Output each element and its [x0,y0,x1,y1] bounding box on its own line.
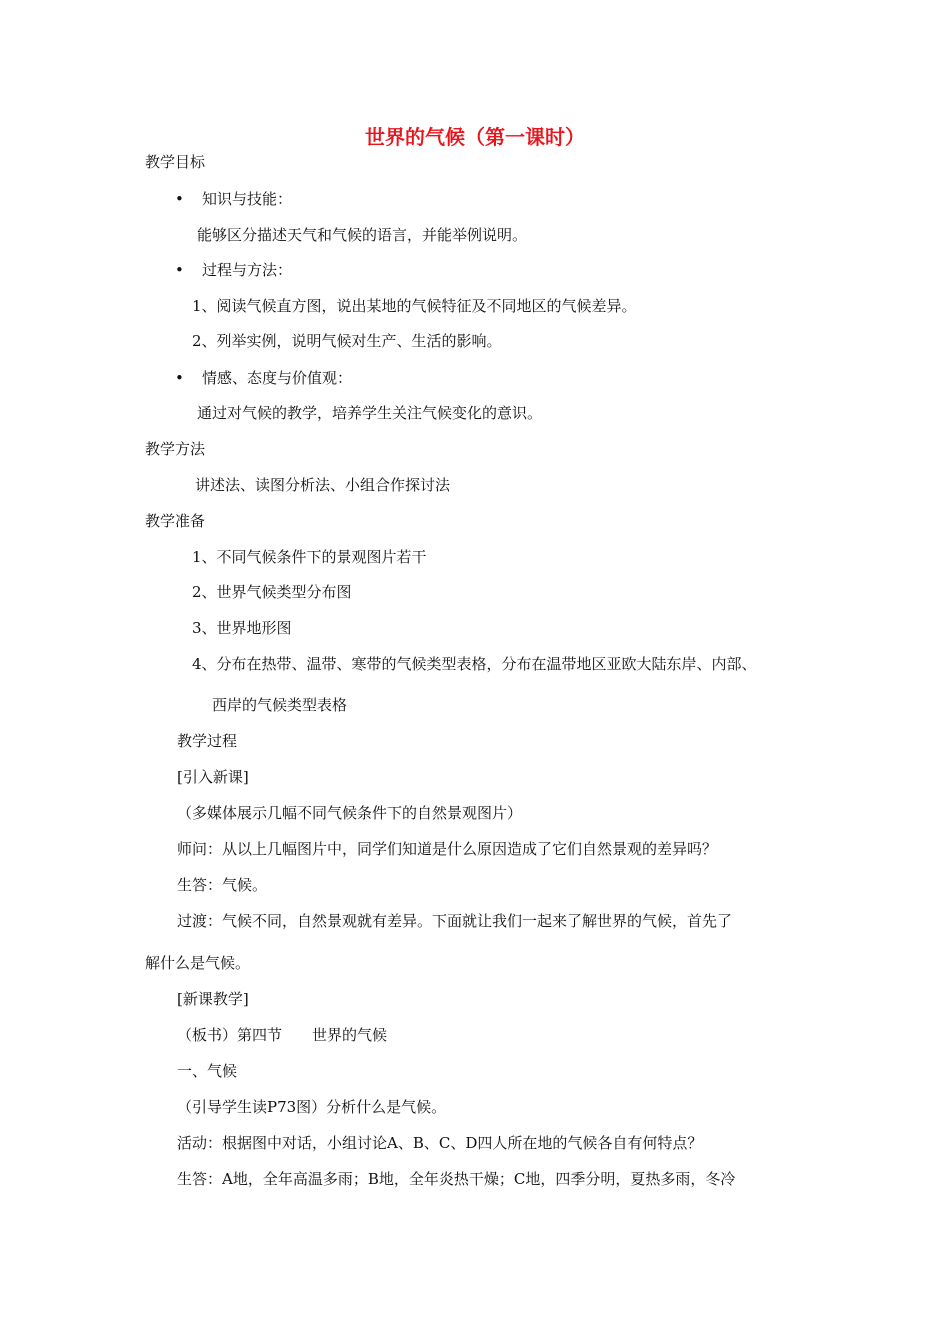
objective-text-process-1: 1、阅读气候直方图，说出某地的气候特征及不同地区的气候差异。 [192,297,637,315]
transition-text: 过渡：气候不同，自然景观就有差异。下面就让我们一起来了解世界的气候，首先了 [177,912,733,930]
transition-text-continued: 解什么是气候。 [145,954,251,972]
bullet-icon: • [175,261,184,279]
objective-text-knowledge: 能够区分描述天气和气候的语言，并能举例说明。 [197,226,528,244]
preparation-item: 4、分布在热带、温带、寒带的气候类型表格，分布在温带地区亚欧大陆东岸、内部、 [192,655,757,673]
process-heading: 教学过程 [177,732,238,750]
objectives-heading: 教学目标 [145,153,206,171]
activity-text: 活动：根据图中对话，小组讨论A、B、C、D四人所在地的气候各自有何特点？ [177,1134,703,1152]
preparation-item-continuation: 西岸的气候类型表格 [212,696,348,714]
intro-note: （多媒体展示几幅不同气候条件下的自然景观图片） [177,804,523,822]
student-answer-climate: 生答：A地，全年高温多雨；B地，全年炎热干燥；C地，四季分明，夏热多雨，冬冷 [177,1170,736,1188]
objective-label-process: 过程与方法： [202,261,293,279]
preparation-item: 1、不同气候条件下的景观图片若干 [192,548,427,566]
preparation-item: 3、世界地形图 [192,619,292,637]
objective-text-process-2: 2、列举实例，说明气候对生产、生活的影响。 [192,332,502,350]
objective-text-attitude: 通过对气候的教学，培养学生关注气候变化的意识。 [197,404,543,422]
methods-text: 讲述法、读图分析法、小组合作探讨法 [195,476,451,494]
preparation-item: 2、世界气候类型分布图 [192,583,352,601]
methods-heading: 教学方法 [145,440,206,458]
board-text: （板书）第四节 世界的气候 [177,1026,388,1044]
bullet-icon: • [175,190,184,208]
preparation-heading: 教学准备 [145,512,206,530]
objective-label-attitude: 情感、态度与价值观： [202,369,353,387]
bullet-icon: • [175,369,184,387]
guide-text: （引导学生读P73图）分析什么是气候。 [177,1098,447,1116]
section-heading: 一、气候 [177,1062,238,1080]
student-answer: 生答：气候。 [177,876,268,894]
intro-tag: [引入新课] [177,768,249,786]
new-lesson-tag: [新课教学] [177,990,249,1008]
document-title: 世界的气候（第一课时） [365,125,585,149]
teacher-question: 师问：从以上几幅图片中，同学们知道是什么原因造成了它们自然景观的差异吗？ [177,840,718,858]
objective-label-knowledge: 知识与技能： [202,190,293,208]
